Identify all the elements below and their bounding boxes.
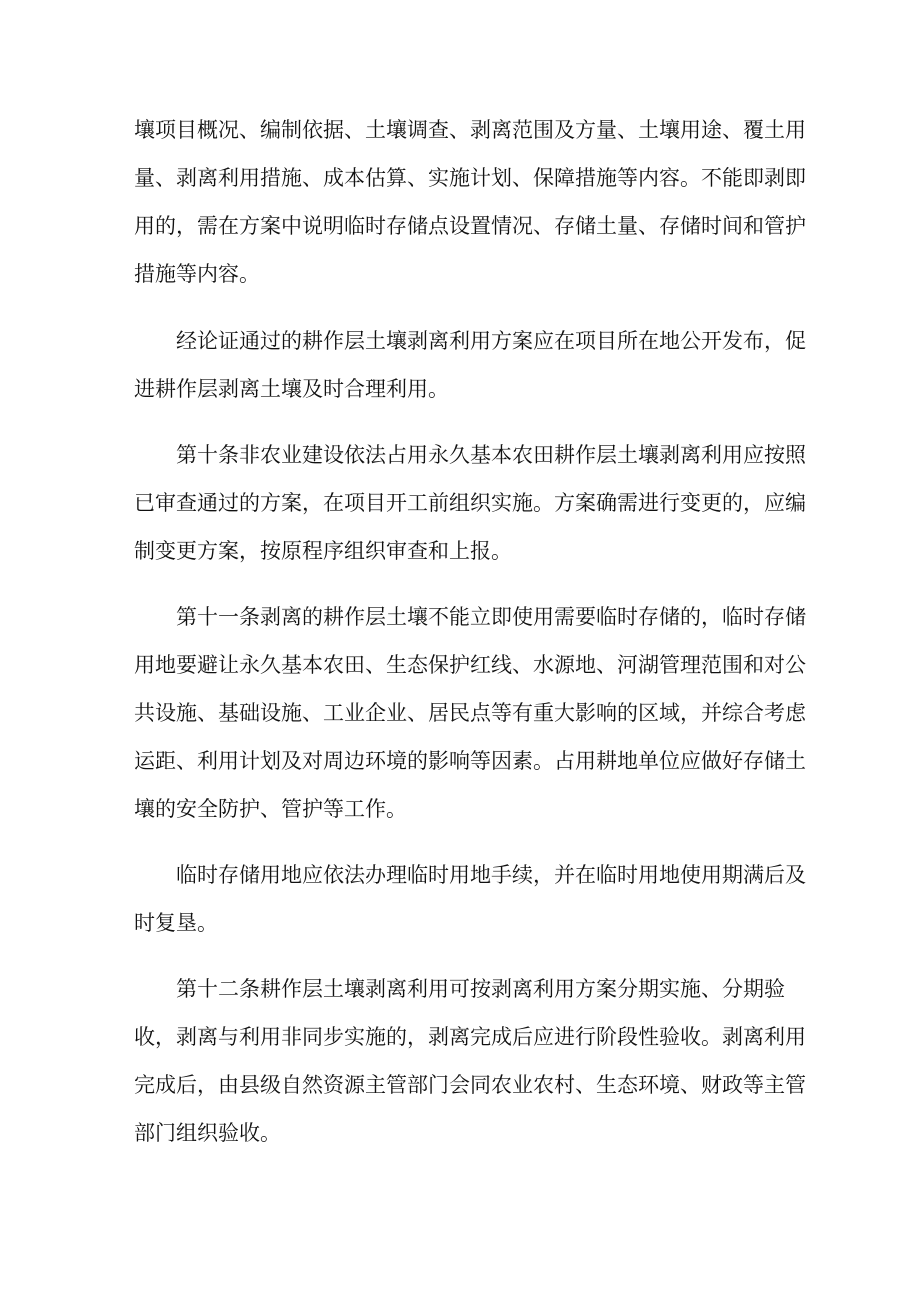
paragraph-2-line-2: 进耕作层剥离土壤及时合理利用。: [134, 377, 449, 401]
paragraph-1-line-3: 用的，需在方案中说明临时存储点设置情况、存储土量、存储时间和管护: [134, 214, 806, 238]
paragraph-4-line-3: 共设施、基础设施、工业企业、居民点等有重大影响的区域，并综合考虑: [134, 701, 806, 725]
paragraph-4-line-4: 运距、利用计划及对周边环境的影响等因素。占用耕地单位应做好存储土: [134, 749, 806, 773]
paragraph-4-line-1: 第十一条剥离的耕作层土壤不能立即使用需要临时存储的，临时存储: [176, 605, 806, 629]
paragraph-3-line-2: 已审查通过的方案，在项目开工前组织实施。方案确需进行变更的，应编: [134, 491, 806, 515]
paragraph-1-line-2: 量、剥离利用措施、成本估算、实施计划、保障措施等内容。不能即剥即: [134, 166, 806, 190]
paragraph-6-line-2: 收，剥离与利用非同步实施的，剥离完成后应进行阶段性验收。剥离利用: [134, 1025, 806, 1049]
paragraph-1-line-4: 措施等内容。: [134, 262, 260, 286]
paragraph-5-line-1: 临时存储用地应依法办理临时用地手续，并在临时用地使用期满后及: [176, 863, 806, 887]
paragraph-6-line-1: 第十二条耕作层土壤剥离利用可按剥离利用方案分期实施、分期验: [176, 977, 785, 1001]
paragraph-3-line-3: 制变更方案，按原程序组织审查和上报。: [134, 539, 512, 563]
paragraph-5-line-2: 时复垦。: [134, 911, 218, 935]
paragraph-4-line-5: 壤的安全防护、管护等工作。: [134, 797, 407, 821]
paragraph-1-line-1: 壤项目概况、编制依据、土壤调查、剥离范围及方量、土壤用途、覆土用: [134, 118, 806, 142]
paragraph-6-line-4: 部门组织验收。: [134, 1121, 281, 1145]
paragraph-6-line-3: 完成后，由县级自然资源主管部门会同农业农村、生态环境、财政等主管: [134, 1073, 806, 1097]
paragraph-3-line-1: 第十条非农业建设依法占用永久基本农田耕作层土壤剥离利用应按照: [176, 443, 806, 467]
paragraph-4-line-2: 用地要避让永久基本农田、生态保护红线、水源地、河湖管理范围和对公: [134, 653, 806, 677]
paragraph-2-line-1: 经论证通过的耕作层土壤剥离利用方案应在项目所在地公开发布，促: [176, 329, 806, 353]
